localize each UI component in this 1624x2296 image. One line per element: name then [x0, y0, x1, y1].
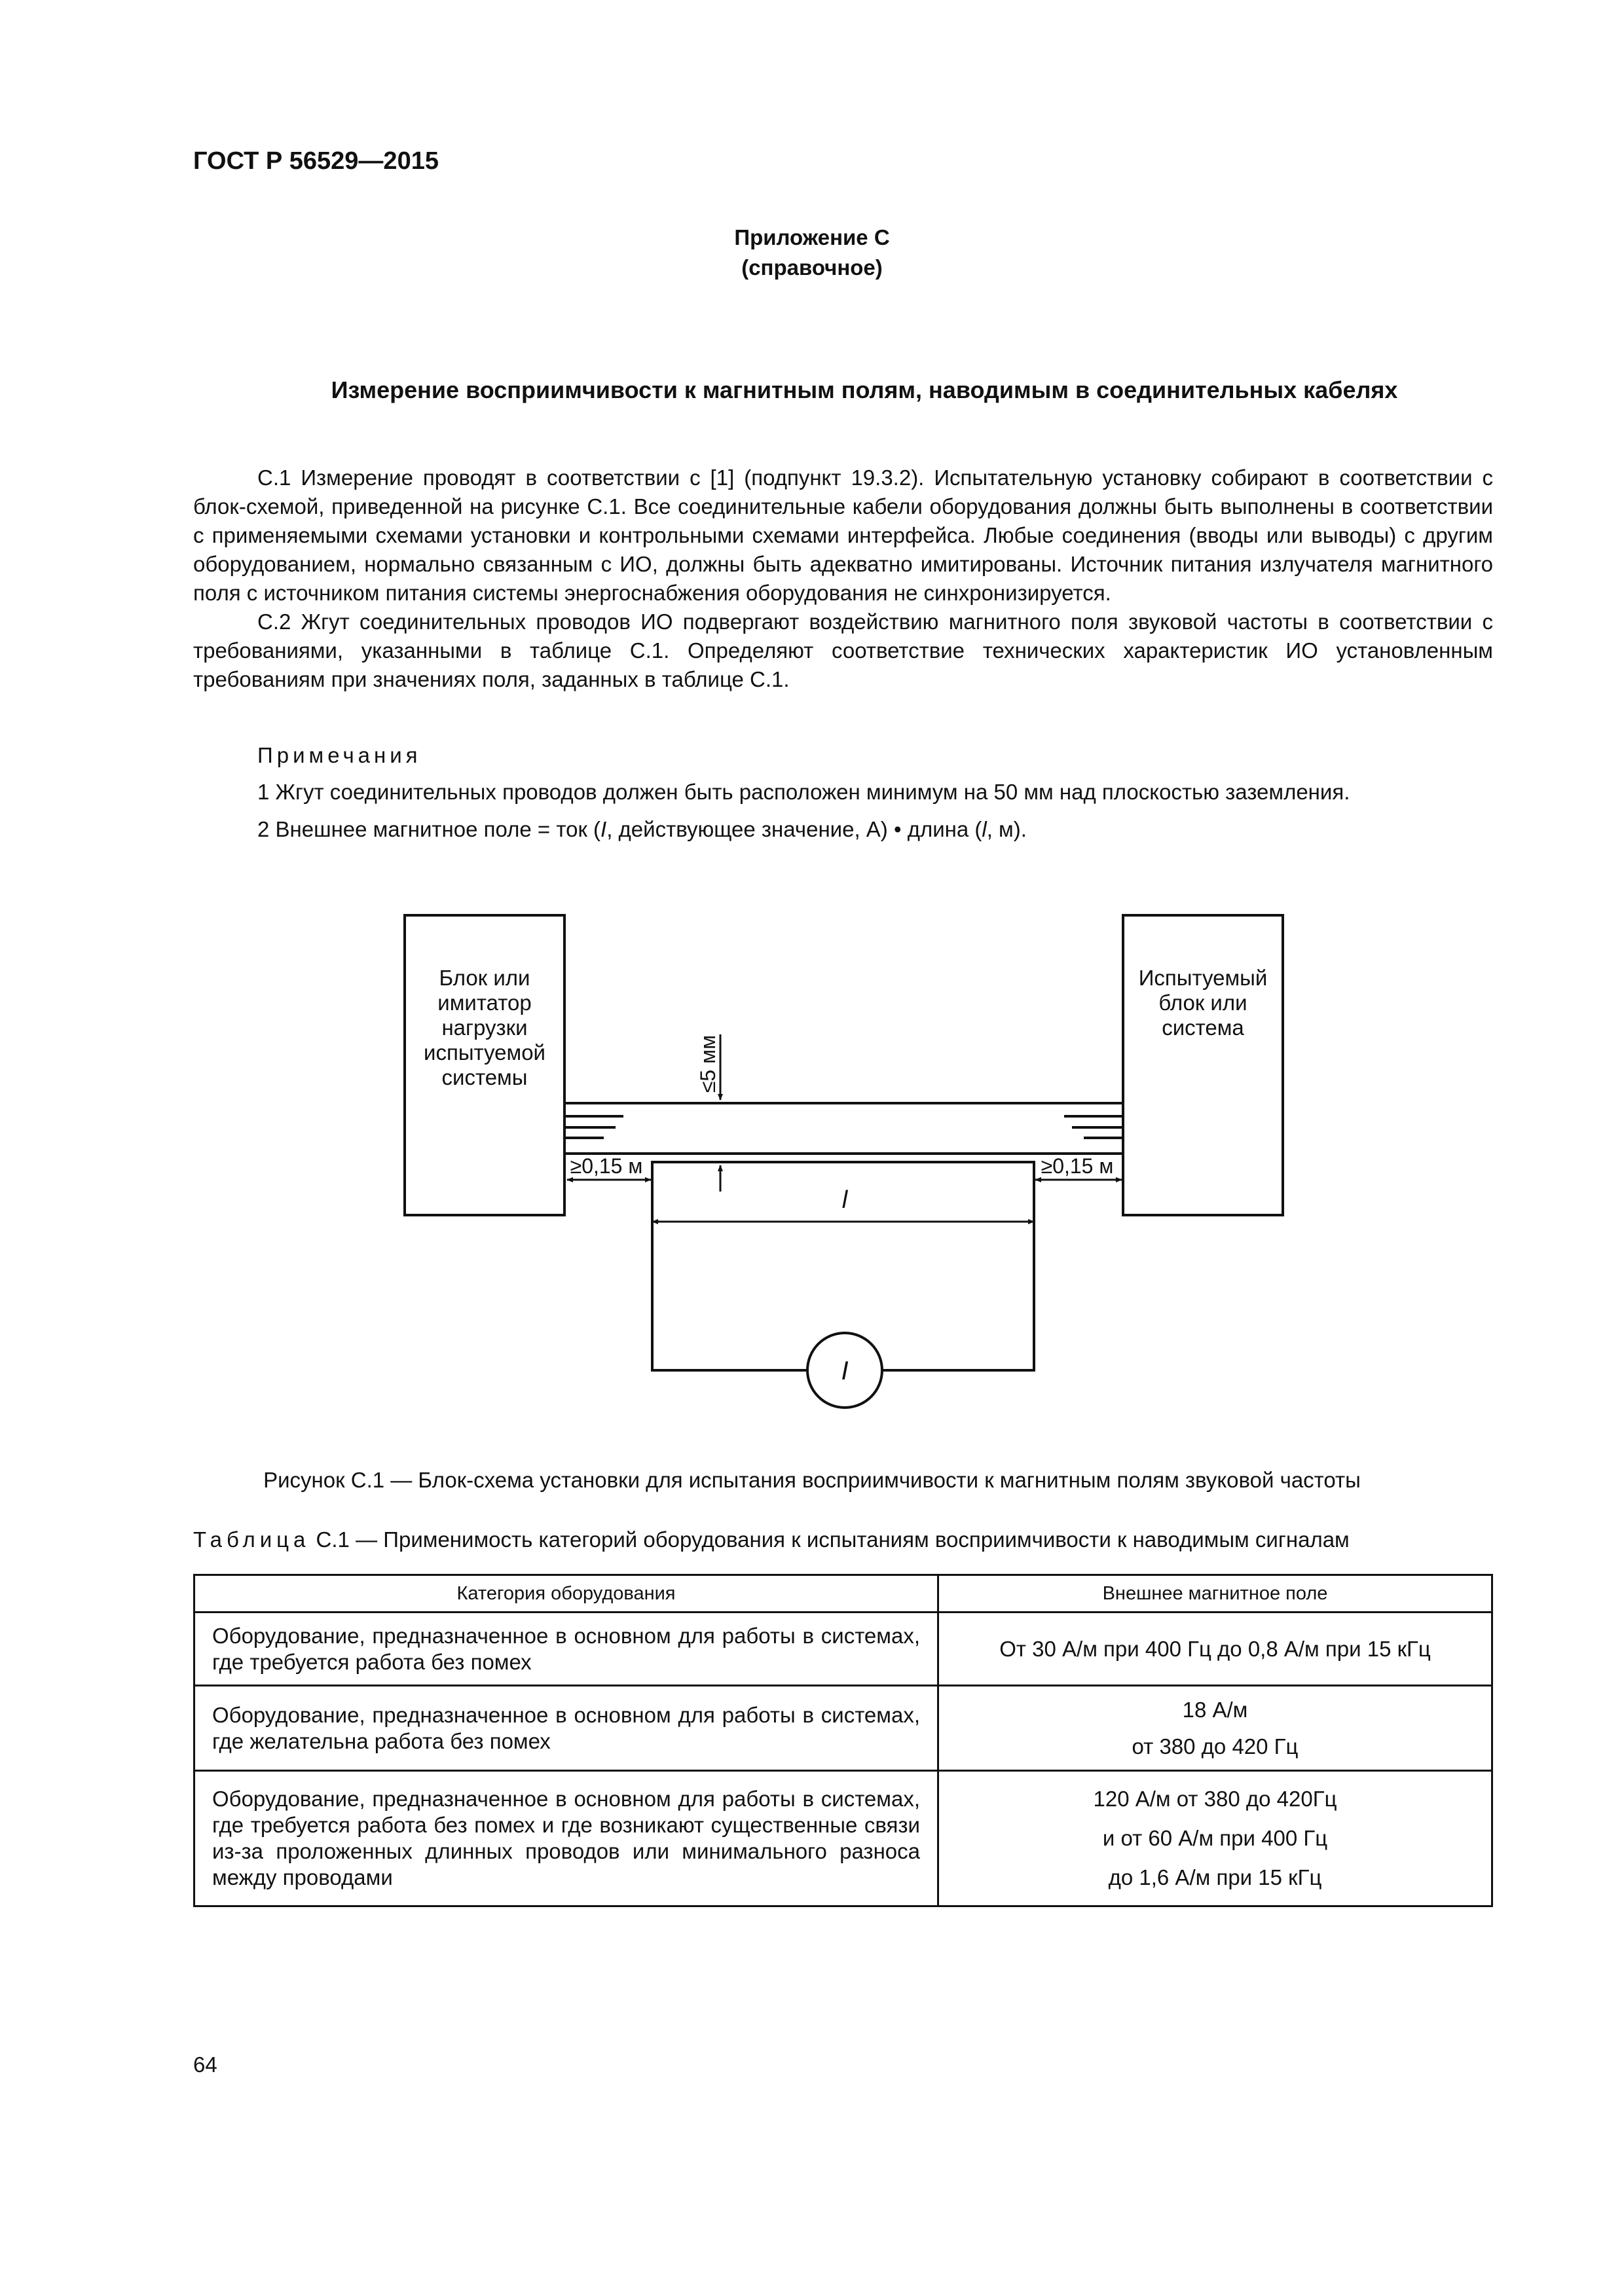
column-header: Внешнее магнитное поле [938, 1575, 1492, 1613]
left-block-label-1: Блок или [439, 966, 530, 990]
left-block-label-3: нагрузки [441, 1015, 528, 1040]
table-row [194, 1686, 1492, 1771]
right-block-label-1: Испытуемый [1138, 966, 1268, 990]
annex-type: (справочное) [741, 255, 883, 280]
left-block-label-2: имитатор [437, 991, 532, 1015]
paragraph-c2: С.2 Жгут соединительных проводов ИО подвергают воздействию магнитного поля звуковой частоты в соответствии с требованиями, указанными в таблице С.1. Определяют соответствие технических характеристик ИО установленным требованиям при значениях поля, заданных в таблице С.1. [193, 610, 1493, 691]
table-cell-category: Оборудование, предназначенное в основном для работы в системах, где требуется работа без помех и где возникают существенные связи из-за проложенных длинных проводов или минимального разноса между проводами [194, 1771, 938, 1906]
table-caption: Таблица С.1 — Применимость категорий оборудования к испытаниям восприимчивости к наводимым сигналам [193, 1527, 1350, 1552]
figure-caption: Рисунок С.1 — Блок-схема установки для испытания восприимчивости к магнитным полям звуковой частоты [263, 1468, 1361, 1492]
applicability-table [193, 1574, 1493, 1907]
left-block-label-4: испытуемой [424, 1040, 545, 1065]
table-cell-value: 120 А/м от 380 до 420Гц и от 60 А/м при 400 Гц до 1,6 А/м при 15 кГц [938, 1771, 1492, 1906]
left-distance-label: ≥0,15 м [570, 1154, 643, 1178]
notes-title: Примечания [257, 743, 422, 767]
table-cell-value: 18 А/м от 380 до 420 Гц [938, 1686, 1492, 1771]
table-cell-category: Оборудование, предназначенное в основном для работы в системах, где требуется работа без помех [194, 1613, 938, 1686]
right-block-label-3: система [1162, 1015, 1244, 1040]
note-1: 1 Жгут соединительных проводов должен быть расположен минимум на 50 мм над плоскостью заземления. [257, 780, 1350, 804]
right-block-box [1123, 915, 1283, 1215]
right-block-label-2: блок или [1158, 991, 1247, 1015]
table-row [194, 1771, 1492, 1906]
column-header: Категория оборудования [194, 1575, 938, 1613]
table-cell-category: Оборудование, предназначенное в основном для работы в системах, где желательна работа без помех [194, 1686, 938, 1771]
right-distance-label: ≥0,15 м [1041, 1154, 1114, 1178]
section-title: Измерение восприимчивости к магнитным полям, наводимым в соединительных кабелях [331, 376, 1398, 403]
table-row [194, 1613, 1492, 1686]
annex-name: Приложение С [734, 225, 890, 249]
table-cell-value: От 30 А/м при 400 Гц до 0,8 А/м при 15 кГц [938, 1613, 1492, 1686]
length-label: l [841, 1186, 848, 1214]
paragraph-c1: С.1 Измерение проводят в соответствии с [1] (подпункт 19.3.2). Испытательную установку собирают в соответствии с блок-схемой, приведенной на рисунке С.1. Все соединительные кабели оборудования должны быть выполнены в соответствии с применяемыми схемами установки и контрольными схемами интерфейса. Любые соединения (вводы или выводы) с другим оборудованием, нормально связанным с ИО, должны быть адекватно имитированы. Источник питания излучателя магнитного поля с источником питания системы энергоснабжения оборудования не синхронизируется. [193, 465, 1493, 605]
note-2: 2 Внешнее магнитное поле = ток (I, действующее значение, А) • длина (l, м). [257, 817, 1027, 841]
table-header-row [194, 1575, 1492, 1613]
left-block-label-5: системы [441, 1065, 528, 1089]
gap-label: ≤5 мм [696, 1034, 720, 1093]
page-number: 64 [193, 2052, 217, 2077]
current-label: I [841, 1357, 849, 1385]
document-header: ГОСТ Р 56529—2015 [193, 147, 439, 175]
